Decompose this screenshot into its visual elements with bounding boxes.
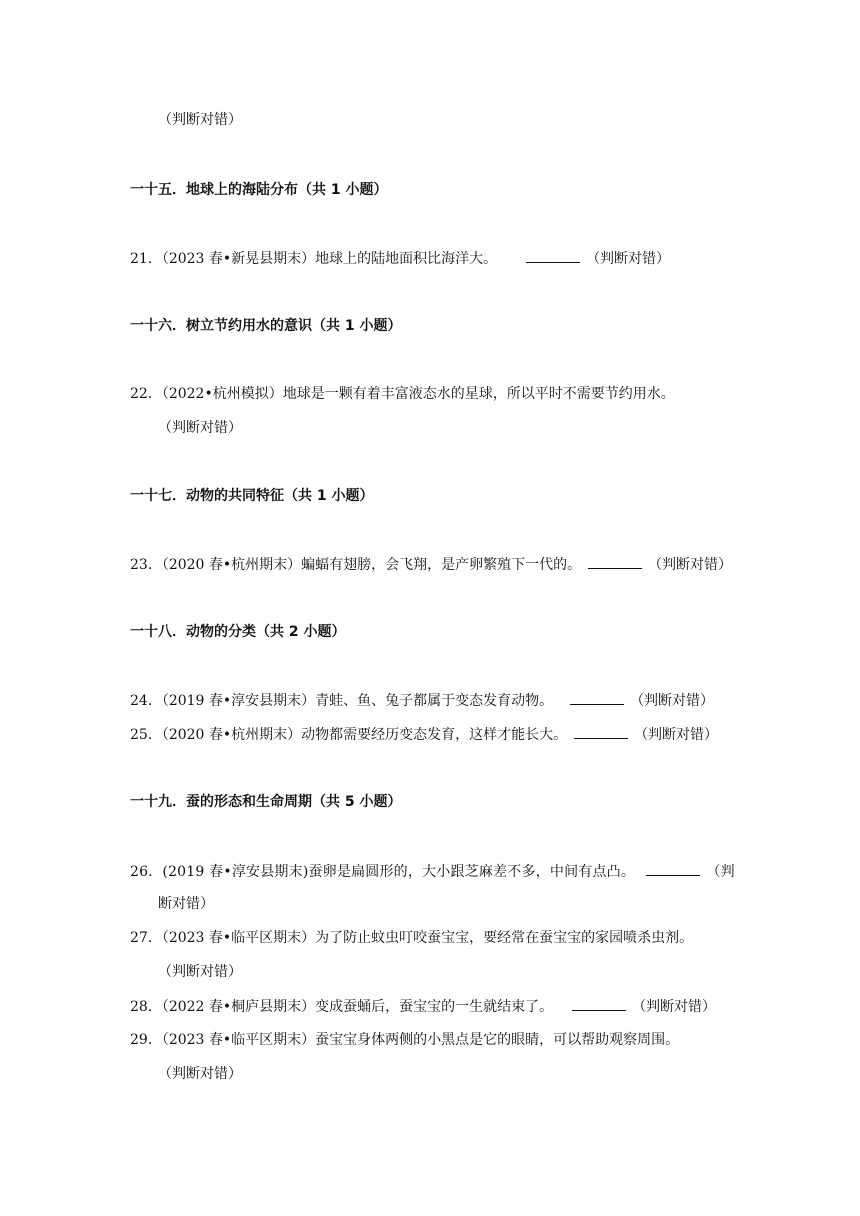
question-29 [130, 1030, 679, 1050]
question-21 [130, 248, 670, 269]
question-29-tail: （判断对错） [158, 1066, 242, 1082]
answer-blank-23[interactable] [588, 554, 642, 569]
section-heading-16: 一十六．树立节约用水的意识（共 1 小题） [130, 318, 402, 334]
question-22-tail: （判断对错） [158, 420, 242, 436]
section-heading-15: 一十五．地球上的海陆分布（共 1 小题） [130, 182, 388, 198]
section-heading-18: 一十八．动物的分类（共 2 小题） [130, 624, 346, 640]
question-24-tail: （判断对错） [630, 693, 715, 709]
question-21-text: 21．（2023 春•新晃县期末）地球上的陆地面积比海洋大。 [130, 251, 498, 267]
question-24 [130, 690, 714, 711]
question-25-text: 25．（2020 春•杭州期末）动物都需要经历变态发育，这样才能长大。 [130, 727, 568, 743]
question-27-text: 27．（2023 春•临平区期末）为了防止蚊虫叮咬蚕宝宝，要经常在蚕宝宝的家园喷杀虫剂。 [130, 930, 694, 946]
question-24-text: 24．（2019 春•淳安县期末）青蛙、鱼、兔子都属于变态发育动物。 [130, 693, 554, 709]
answer-blank-26[interactable] [646, 861, 700, 876]
question-28-tail: （判断对错） [632, 999, 717, 1015]
question-29-text: 29．（2023 春•临平区期末）蚕宝宝身体两侧的小黑点是它的眼睛，可以帮助观察周围。 [130, 1032, 680, 1048]
answer-blank-25[interactable] [574, 724, 628, 739]
question-21-tail: （判断对错） [586, 251, 671, 267]
question-27 [130, 928, 693, 948]
question-27-tail: （判断对错） [158, 964, 242, 980]
answer-blank-21[interactable] [526, 248, 580, 263]
answer-blank-24[interactable] [570, 690, 624, 705]
question-28 [130, 996, 716, 1017]
section-heading-17: 一十七．动物的共同特征（共 1 小题） [130, 488, 374, 504]
question-22-text: 22．（2022•杭州模拟）地球是一颗有着丰富液态水的星球，所以平时不需要节约用水。 [130, 386, 675, 402]
question-25 [130, 724, 718, 745]
section-heading-19: 一十九．蚕的形态和生命周期（共 5 小题） [130, 794, 402, 810]
question-25-tail: （判断对错） [634, 727, 719, 743]
question-23-text: 23．（2020 春•杭州期末）蝙蝠有翅膀，会飞翔，是产卵繁殖下一代的。 [130, 557, 582, 573]
question-26-tail: （判 [706, 864, 735, 880]
question-23-tail: （判断对错） [648, 557, 733, 573]
answer-blank-28[interactable] [572, 996, 626, 1011]
q20-tail: （判断对错） [158, 112, 242, 128]
question-26 [130, 861, 735, 882]
question-28-text: 28．（2022 春•桐庐县期末）变成蚕蛹后，蚕宝宝的一生就结束了。 [130, 999, 554, 1015]
question-26-tail-cont: 断对错） [158, 896, 214, 912]
question-26-text: 26．(2019 春•淳安县期末)蚕卵是扁圆形的，大小跟芝麻差不多，中间有点凸。 [130, 864, 636, 880]
question-23 [130, 554, 732, 575]
question-22 [130, 384, 675, 404]
